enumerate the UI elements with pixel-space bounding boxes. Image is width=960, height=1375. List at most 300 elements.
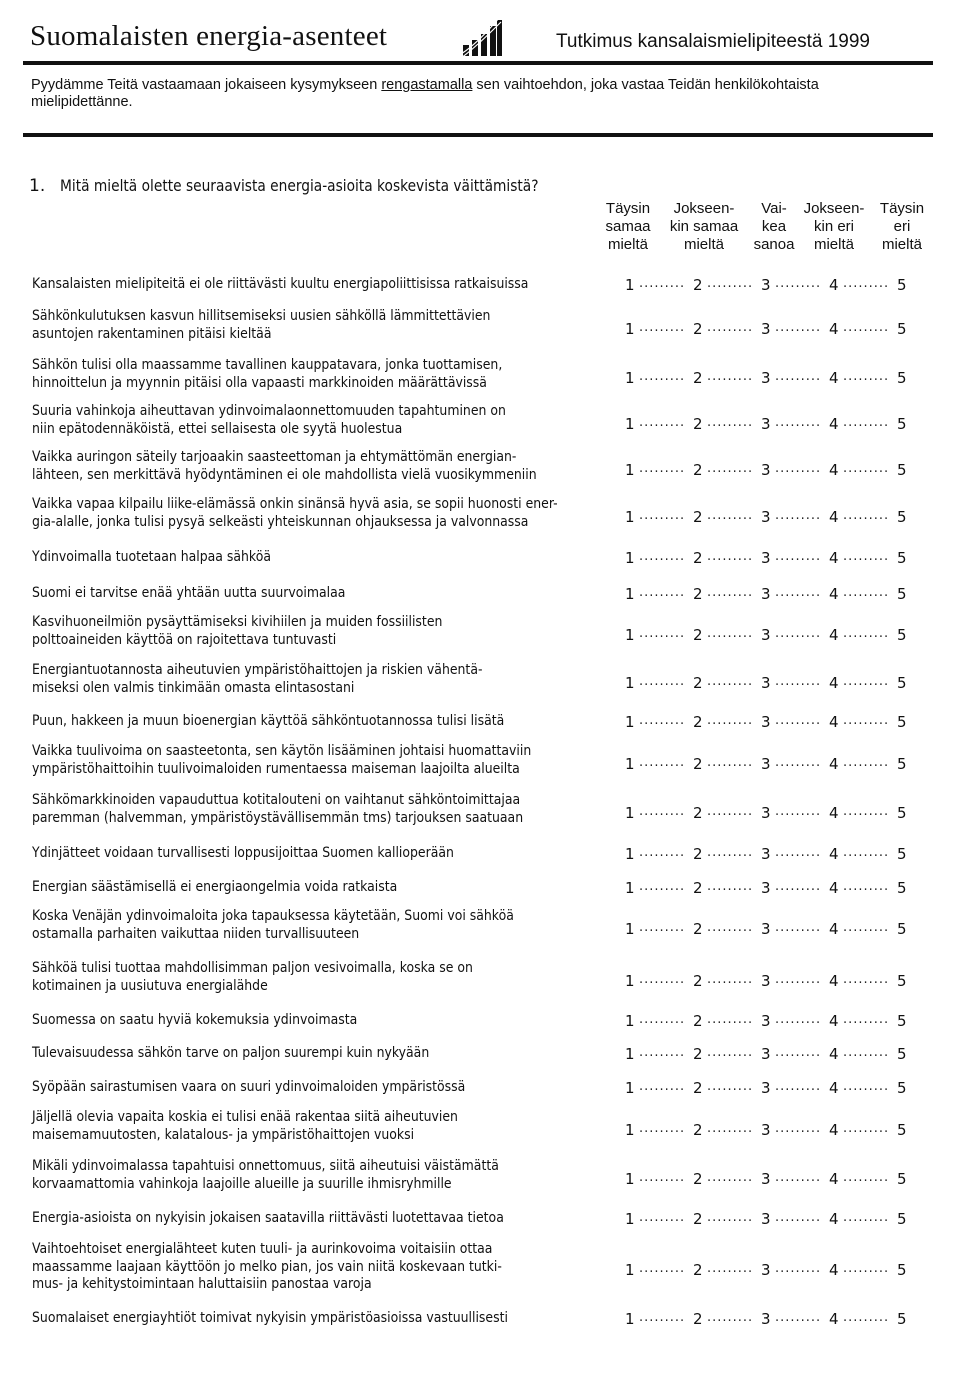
statement-text: [32, 276, 621, 294]
leader-dots: .........: [707, 549, 754, 564]
leader-dots: .........: [843, 879, 890, 894]
leader-dots: .........: [707, 1261, 754, 1277]
response-options: [625, 369, 935, 389]
response-options: [625, 549, 935, 569]
response-option-5[interactable]: 5: [897, 319, 907, 338]
leader-dots: .........: [843, 625, 890, 641]
response-option-3[interactable]: 3: [761, 1045, 771, 1063]
leader-dots: .........: [639, 507, 686, 523]
response-option-1[interactable]: 1: [625, 803, 635, 822]
response-option-4[interactable]: 4: [829, 845, 839, 863]
leader-dots: .........: [639, 276, 686, 291]
response-option-2[interactable]: 2: [693, 1169, 703, 1188]
statement-text: [32, 1109, 621, 1144]
response-option-4[interactable]: 4: [829, 971, 839, 990]
statement-text: [32, 308, 621, 343]
response-options: [625, 626, 935, 646]
leader-dots: .........: [775, 507, 822, 523]
leader-dots: .........: [775, 673, 822, 689]
scale-label-line: samaa: [605, 218, 651, 235]
leader-dots: .........: [775, 1310, 822, 1325]
response-option-1[interactable]: 1: [625, 845, 635, 863]
response-option-1[interactable]: 1: [625, 319, 635, 338]
statement-row: [32, 1210, 622, 1228]
response-option-5[interactable]: 5: [897, 625, 907, 644]
response-option-3[interactable]: 3: [761, 1079, 771, 1097]
leader-dots: .........: [775, 1079, 822, 1094]
statement-text: [32, 1310, 621, 1328]
response-option-2[interactable]: 2: [693, 1310, 703, 1328]
response-option-5[interactable]: 5: [897, 845, 907, 863]
response-option-4[interactable]: 4: [829, 1169, 839, 1188]
leader-dots: .........: [707, 1012, 754, 1027]
response-options: [625, 276, 935, 296]
response-option-1[interactable]: 1: [625, 1045, 635, 1063]
statement-line: Kansalaisten mielipiteitä ei ole riittävästi kuultu energiapoliittisissa ratkaisuissa: [32, 276, 529, 292]
response-option-1[interactable]: 1: [625, 460, 635, 479]
leader-dots: .........: [843, 1210, 890, 1225]
scale-label-line: Täysin: [879, 200, 925, 217]
response-option-4[interactable]: 4: [829, 1310, 839, 1328]
response-option-1[interactable]: 1: [625, 879, 635, 897]
leader-dots: .........: [775, 971, 822, 987]
document-title: Suomalaisten energia-asenteet: [30, 20, 388, 52]
leader-dots: .........: [775, 1261, 822, 1277]
leader-dots: .........: [639, 845, 686, 860]
statement-row: [32, 743, 622, 778]
response-option-3[interactable]: 3: [761, 1120, 771, 1139]
leader-dots: .........: [775, 919, 822, 935]
leader-dots: .........: [843, 368, 890, 384]
statement-line: Ydinjätteet voidaan turvallisesti loppusijoittaa Suomen kallioperään: [32, 845, 454, 861]
statement-text: [32, 614, 621, 649]
response-option-4[interactable]: 4: [829, 549, 839, 567]
leader-dots: .........: [707, 319, 754, 335]
statement-line: paremman (halvemman, ympäristöystävällisemmän tms) tarjouksen saatuaan: [32, 809, 524, 826]
response-option-5[interactable]: 5: [897, 1310, 907, 1328]
leader-dots: .........: [707, 414, 754, 430]
response-options: [625, 1210, 935, 1230]
response-option-5[interactable]: 5: [897, 673, 907, 692]
leader-dots: .........: [639, 879, 686, 894]
leader-dots: .........: [707, 713, 754, 728]
statement-line: Kasvihuoneilmiön pysäyttämiseksi kivihiilen ja muiden fossiilisten: [32, 614, 443, 630]
response-option-2[interactable]: 2: [693, 1210, 703, 1228]
response-options: [625, 1170, 935, 1190]
response-option-4[interactable]: 4: [829, 879, 839, 897]
response-option-3[interactable]: 3: [761, 971, 771, 990]
response-option-3[interactable]: 3: [761, 803, 771, 822]
statement-row: [32, 792, 622, 827]
statement-text: [32, 403, 621, 438]
response-option-5[interactable]: 5: [897, 1079, 907, 1097]
response-options: [625, 713, 935, 733]
response-option-2[interactable]: 2: [693, 625, 703, 644]
response-options: [625, 1045, 935, 1065]
leader-dots: .........: [843, 971, 890, 987]
scale-label-line: eri: [893, 218, 911, 235]
leader-dots: .........: [707, 879, 754, 894]
response-option-1[interactable]: 1: [625, 549, 635, 567]
scale-label-line: mieltä: [881, 236, 922, 253]
leader-dots: .........: [639, 319, 686, 335]
leader-dots: .........: [843, 1079, 890, 1094]
statement-text: [32, 908, 621, 943]
response-option-3[interactable]: 3: [761, 507, 771, 526]
instructions-part-2: sen vaihtoehdon, joka vastaa Teidän henkilökohtaista mielipidettänne.: [31, 77, 819, 110]
response-options: [625, 1121, 935, 1141]
statement-text: [32, 743, 621, 778]
response-option-3[interactable]: 3: [761, 460, 771, 479]
response-option-3[interactable]: 3: [761, 276, 771, 294]
leader-dots: .........: [639, 1012, 686, 1027]
leader-dots: .........: [843, 803, 890, 819]
leader-dots: .........: [639, 1045, 686, 1060]
leader-dots: .........: [707, 919, 754, 935]
response-option-4[interactable]: 4: [829, 1210, 839, 1228]
leader-dots: .........: [843, 276, 890, 291]
leader-dots: .........: [639, 1120, 686, 1136]
statement-line: miseksi olen valmis tinkimään omasta elintasostani: [32, 679, 355, 696]
statement-line: Tulevaisuudessa sähkön tarve on paljon suurempi kuin nykyään: [32, 1045, 430, 1061]
leader-dots: .........: [843, 845, 890, 860]
leader-dots: .........: [639, 1169, 686, 1185]
response-option-1[interactable]: 1: [625, 919, 635, 938]
scale-label-line: kin samaa: [669, 218, 739, 235]
leader-dots: .........: [843, 1261, 890, 1277]
response-option-2[interactable]: 2: [693, 1261, 703, 1280]
response-option-3[interactable]: 3: [761, 1310, 771, 1328]
response-option-2[interactable]: 2: [693, 1120, 703, 1139]
response-option-4[interactable]: 4: [829, 625, 839, 644]
statement-row: [32, 549, 622, 567]
response-options: [625, 1079, 935, 1099]
statement-line: Syöpään sairastumisen vaara on suuri ydinvoimaloiden ympäristössä: [32, 1079, 466, 1095]
statement-row: [32, 276, 622, 294]
bar-chart-logo-icon: [461, 18, 503, 58]
page-header: [0, 0, 960, 64]
response-option-4[interactable]: 4: [829, 460, 839, 479]
response-option-4[interactable]: 4: [829, 919, 839, 938]
statement-text: [32, 713, 621, 731]
response-option-4[interactable]: 4: [829, 414, 839, 433]
leader-dots: .........: [707, 368, 754, 384]
statement-line: ostamalla parhaiten vaikuttaa niiden turvallisuuteen: [32, 925, 360, 942]
leader-dots: .........: [775, 1120, 822, 1136]
leader-dots: .........: [843, 585, 890, 600]
response-option-3[interactable]: 3: [761, 625, 771, 644]
response-option-1[interactable]: 1: [625, 1120, 635, 1139]
statement-text: [32, 879, 621, 897]
leader-dots: .........: [639, 713, 686, 728]
response-option-1[interactable]: 1: [625, 971, 635, 990]
statement-line: maassamme laajaan käyttöön jo melko pian, jos vain niitä koskevaan tutki-: [32, 1258, 502, 1275]
statement-line: korvaamattomia vahinkoja laajoille alueille ja suurille ihmisryhmille: [32, 1175, 452, 1192]
leader-dots: .........: [707, 1045, 754, 1060]
leader-dots: .........: [707, 276, 754, 291]
leader-dots: .........: [843, 1120, 890, 1136]
leader-dots: .........: [843, 460, 890, 476]
leader-dots: .........: [843, 713, 890, 728]
response-option-3[interactable]: 3: [761, 549, 771, 567]
response-option-1[interactable]: 1: [625, 1169, 635, 1188]
response-options: [625, 1310, 935, 1330]
statement-line: polttoaineiden käyttöä on rajoitettava tuntuvasti: [32, 631, 337, 648]
response-option-2[interactable]: 2: [693, 803, 703, 822]
statement-line: mus- ja kehitystoimintaan haluttaisiin panostaa varoja: [32, 1276, 372, 1292]
statement-row: [32, 1109, 622, 1144]
leader-dots: .........: [639, 549, 686, 564]
response-option-1[interactable]: 1: [625, 1210, 635, 1228]
response-option-4[interactable]: 4: [829, 673, 839, 692]
response-option-1[interactable]: 1: [625, 754, 635, 773]
statement-text: [32, 792, 621, 827]
response-option-5[interactable]: 5: [897, 879, 907, 897]
statement-row: [32, 496, 622, 531]
leader-dots: .........: [843, 1045, 890, 1060]
response-option-3[interactable]: 3: [761, 713, 771, 731]
response-option-5[interactable]: 5: [897, 1261, 907, 1280]
leader-dots: .........: [843, 1310, 890, 1325]
response-option-5[interactable]: 5: [897, 1012, 907, 1030]
statement-text: [32, 1079, 621, 1097]
leader-dots: .........: [707, 585, 754, 600]
scale-label-line: mieltä: [813, 236, 854, 253]
response-option-5[interactable]: 5: [897, 1120, 907, 1139]
response-option-4[interactable]: 4: [829, 754, 839, 773]
leader-dots: .........: [707, 460, 754, 476]
response-option-5[interactable]: 5: [897, 713, 907, 731]
instructions-underlined: rengastamalla: [381, 77, 473, 93]
response-option-2[interactable]: 2: [693, 713, 703, 731]
response-option-5[interactable]: 5: [897, 414, 907, 433]
statement-line: Energian säästämisellä ei energiaongelmia voida ratkaista: [32, 879, 398, 895]
response-option-2[interactable]: 2: [693, 585, 703, 603]
response-option-2[interactable]: 2: [693, 1012, 703, 1030]
leader-dots: .........: [707, 625, 754, 641]
response-options: [625, 920, 935, 940]
response-option-5[interactable]: 5: [897, 1045, 907, 1063]
leader-dots: .........: [775, 414, 822, 430]
leader-dots: .........: [775, 803, 822, 819]
response-option-1[interactable]: 1: [625, 276, 635, 294]
response-option-3[interactable]: 3: [761, 368, 771, 387]
leader-dots: .........: [707, 845, 754, 860]
statement-line: Energiantuotannosta aiheutuvien ympäristöhaittojen ja riskien vähentä-: [32, 662, 483, 678]
leader-dots: .........: [639, 971, 686, 987]
leader-dots: .........: [639, 460, 686, 476]
response-option-2[interactable]: 2: [693, 845, 703, 863]
leader-dots: .........: [707, 971, 754, 987]
document-subtitle: Tutkimus kansalaismielipiteestä 1999: [556, 31, 871, 52]
response-option-2[interactable]: 2: [693, 1045, 703, 1063]
response-option-2[interactable]: 2: [693, 919, 703, 938]
statement-row: [32, 713, 622, 731]
statement-row: [32, 1045, 622, 1063]
response-option-3[interactable]: 3: [761, 919, 771, 938]
response-option-5[interactable]: 5: [897, 276, 907, 294]
response-option-1[interactable]: 1: [625, 673, 635, 692]
statement-line: hinnoittelun ja myynnin pitäisi olla vapaasti markkinoiden määrättävissä: [32, 374, 487, 391]
response-option-2[interactable]: 2: [693, 414, 703, 433]
scale-label-line: Täysin: [605, 200, 651, 217]
response-options: [625, 755, 935, 775]
statement-text: [32, 496, 621, 531]
leader-dots: .........: [775, 845, 822, 860]
statement-text: [32, 357, 621, 392]
response-option-4[interactable]: 4: [829, 1045, 839, 1063]
response-option-3[interactable]: 3: [761, 879, 771, 897]
response-option-1[interactable]: 1: [625, 713, 635, 731]
scale-label-line: Jokseen-: [803, 200, 865, 217]
statement-row: [32, 308, 622, 343]
statement-line: Koska Venäjän ydinvoimaloita joka tapauksessa käytetään, Suomi voi sähköä: [32, 908, 514, 924]
response-option-1[interactable]: 1: [625, 1310, 635, 1328]
response-option-3[interactable]: 3: [761, 1012, 771, 1030]
leader-dots: .........: [775, 1210, 822, 1225]
response-option-2[interactable]: 2: [693, 319, 703, 338]
response-option-1[interactable]: 1: [625, 368, 635, 387]
statement-line: asuntojen rakentaminen pitäisi kieltää: [32, 325, 272, 342]
response-option-2[interactable]: 2: [693, 460, 703, 479]
leader-dots: .........: [843, 754, 890, 770]
statement-line: ympäristöhaittoihin tuulivoimaloiden rumentaessa maiseman laajoilta alueilta: [32, 760, 520, 777]
response-option-3[interactable]: 3: [761, 585, 771, 603]
statement-row: [32, 449, 622, 484]
response-option-4[interactable]: 4: [829, 507, 839, 526]
response-option-1[interactable]: 1: [625, 507, 635, 526]
statement-line: lähteen, sen merkittävä hyödyntäminen ei ole mahdollista vielä vuosikymmeniin: [32, 466, 537, 483]
response-option-3[interactable]: 3: [761, 1210, 771, 1228]
statement-row: [32, 403, 622, 438]
response-option-3[interactable]: 3: [761, 319, 771, 338]
statement-line: maisemamuutosten, kalatalous- ja ympäristöhaittojen vuoksi: [32, 1126, 415, 1143]
leader-dots: .........: [775, 1169, 822, 1185]
response-option-3[interactable]: 3: [761, 414, 771, 433]
statement-line: Vaikka auringon säteily tarjoaakin saasteettoman ja ehtymättömän energian-: [32, 449, 517, 465]
leader-dots: .........: [639, 1310, 686, 1325]
response-option-4[interactable]: 4: [829, 276, 839, 294]
response-option-2[interactable]: 2: [693, 368, 703, 387]
statement-line: Suuria vahinkoja aiheuttavan ydinvoimalaonnettomuuden tapahtuminen on: [32, 403, 506, 419]
statement-line: Vaihtoehtoiset energialähteet kuten tuuli- ja aurinkovoima voitaisiin ottaa: [32, 1241, 493, 1257]
response-option-2[interactable]: 2: [693, 549, 703, 567]
response-option-3[interactable]: 3: [761, 754, 771, 773]
leader-dots: .........: [775, 879, 822, 894]
response-option-3[interactable]: 3: [761, 1261, 771, 1280]
response-option-5[interactable]: 5: [897, 803, 907, 822]
scale-label-line: mieltä: [683, 236, 724, 253]
response-option-3[interactable]: 3: [761, 1169, 771, 1188]
leader-dots: .........: [639, 1261, 686, 1277]
response-option-4[interactable]: 4: [829, 368, 839, 387]
response-option-5[interactable]: 5: [897, 368, 907, 387]
response-option-2[interactable]: 2: [693, 1079, 703, 1097]
statement-text: [32, 845, 621, 863]
leader-dots: .........: [707, 673, 754, 689]
response-option-1[interactable]: 1: [625, 1261, 635, 1280]
statement-line: Energia-asioista on nykyisin jokaisen saatavilla riittävästi luotettavaa tietoa: [32, 1210, 504, 1226]
statement-row: [32, 1158, 622, 1193]
statement-row: [32, 1310, 622, 1328]
statement-line: Sähkömarkkinoiden vapauduttua kotitalouteni on vaihtanut sähköntoimittajaa: [32, 792, 521, 808]
statement-text: [32, 549, 621, 567]
response-option-4[interactable]: 4: [829, 1079, 839, 1097]
statement-line: Sähköä tulisi tuottaa mahdollisimman paljon vesivoimalla, koska se on: [32, 960, 473, 976]
response-option-3[interactable]: 3: [761, 845, 771, 863]
response-option-2[interactable]: 2: [693, 879, 703, 897]
leader-dots: .........: [775, 460, 822, 476]
response-option-5[interactable]: 5: [897, 460, 907, 479]
response-option-4[interactable]: 4: [829, 319, 839, 338]
response-option-5[interactable]: 5: [897, 1210, 907, 1228]
statement-row: [32, 908, 622, 943]
statement-text: [32, 662, 621, 697]
statement-text: [32, 1158, 621, 1193]
statement-line: Vaikka tuulivoima on saasteetonta, sen käytön lisääminen johtaisi huomattaviin: [32, 743, 532, 759]
statement-row: [32, 585, 622, 603]
response-option-4[interactable]: 4: [829, 713, 839, 731]
statement-line: Suomi ei tarvitse enää yhtään uutta suurvoimalaa: [32, 585, 346, 601]
scale-label-line: mieltä: [607, 236, 648, 253]
scale-label-line: kea: [761, 218, 787, 235]
response-option-4[interactable]: 4: [829, 1261, 839, 1280]
scale-label-line: Vai-: [761, 200, 787, 217]
response-option-4[interactable]: 4: [829, 1012, 839, 1030]
response-option-5[interactable]: 5: [897, 585, 907, 603]
response-option-2[interactable]: 2: [693, 673, 703, 692]
response-option-5[interactable]: 5: [897, 754, 907, 773]
leader-dots: .........: [843, 507, 890, 523]
response-option-3[interactable]: 3: [761, 673, 771, 692]
response-option-5[interactable]: 5: [897, 971, 907, 990]
leader-dots: .........: [843, 1012, 890, 1027]
statement-line: Sähkönkulutuksen kasvun hillitsemiseksi uusien sähköllä lämmittettävien: [32, 308, 491, 324]
response-option-1[interactable]: 1: [625, 625, 635, 644]
response-option-4[interactable]: 4: [829, 803, 839, 822]
leader-dots: .........: [775, 585, 822, 600]
response-options: [625, 1261, 935, 1281]
leader-dots: .........: [775, 713, 822, 728]
response-option-2[interactable]: 2: [693, 276, 703, 294]
leader-dots: .........: [775, 625, 822, 641]
statement-row: [32, 662, 622, 697]
scale-label-5: [857, 200, 947, 254]
response-option-5[interactable]: 5: [897, 507, 907, 526]
leader-dots: .........: [775, 1012, 822, 1027]
response-option-1[interactable]: 1: [625, 414, 635, 433]
response-option-1[interactable]: 1: [625, 1012, 635, 1030]
leader-dots: .........: [843, 414, 890, 430]
response-option-4[interactable]: 4: [829, 1120, 839, 1139]
response-option-2[interactable]: 2: [693, 754, 703, 773]
response-option-5[interactable]: 5: [897, 1169, 907, 1188]
response-option-2[interactable]: 2: [693, 971, 703, 990]
leader-dots: .........: [707, 507, 754, 523]
response-option-2[interactable]: 2: [693, 507, 703, 526]
statement-text: [32, 1045, 621, 1063]
response-option-5[interactable]: 5: [897, 919, 907, 938]
response-option-4[interactable]: 4: [829, 585, 839, 603]
response-option-1[interactable]: 1: [625, 585, 635, 603]
leader-dots: .........: [707, 803, 754, 819]
response-option-1[interactable]: 1: [625, 1079, 635, 1097]
response-option-5[interactable]: 5: [897, 549, 907, 567]
statement-line: gia-alalle, jonka tulisi pysyä selkeästi yhteiskunnan ohjauksessa ja valvonnassa: [32, 513, 529, 530]
response-options: [625, 320, 935, 340]
statement-line: Suomessa on saatu hyviä kokemuksia ydinvoimasta: [32, 1012, 358, 1028]
leader-dots: .........: [639, 919, 686, 935]
